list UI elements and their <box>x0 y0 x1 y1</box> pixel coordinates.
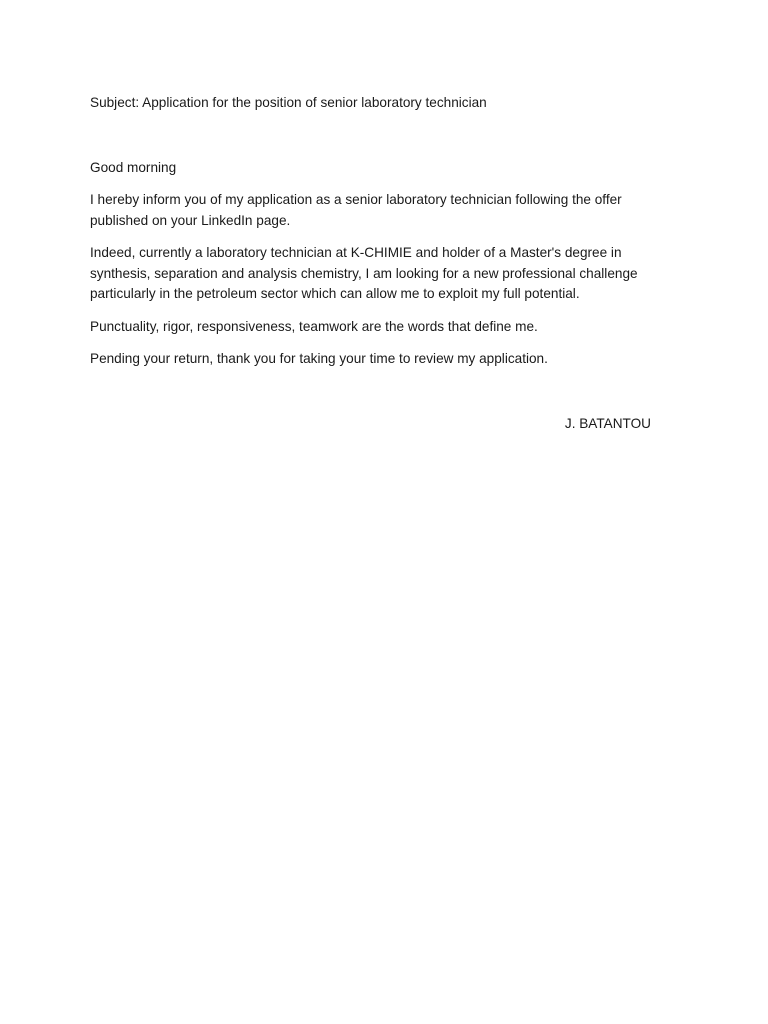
letter-paragraph-closing: Pending your return, thank you for taking your time to review my application. <box>90 351 548 366</box>
letter-paragraph-background: Indeed, currently a laboratory technician at K-CHIMIE and holder of a Master's degree in synthesis, separation and analysis chemistry, I am looking for a new professional challenge particularly in the petroleum sector which can allow me to exploit my full potential. <box>90 245 638 301</box>
letter-paragraph-intro: I hereby inform you of my application as a senior laboratory technician following the offer published on your LinkedIn page. <box>90 192 622 228</box>
letter-paragraph-qualities: Punctuality, rigor, responsiveness, teamwork are the words that define me. <box>90 318 538 334</box>
cover-letter <box>90 93 652 434</box>
letter-subject: Subject: Application for the position of senior laboratory technician <box>90 95 487 110</box>
letter-greeting: Good morning <box>90 159 177 175</box>
letter-signature: J. BATANTOU <box>564 415 651 431</box>
